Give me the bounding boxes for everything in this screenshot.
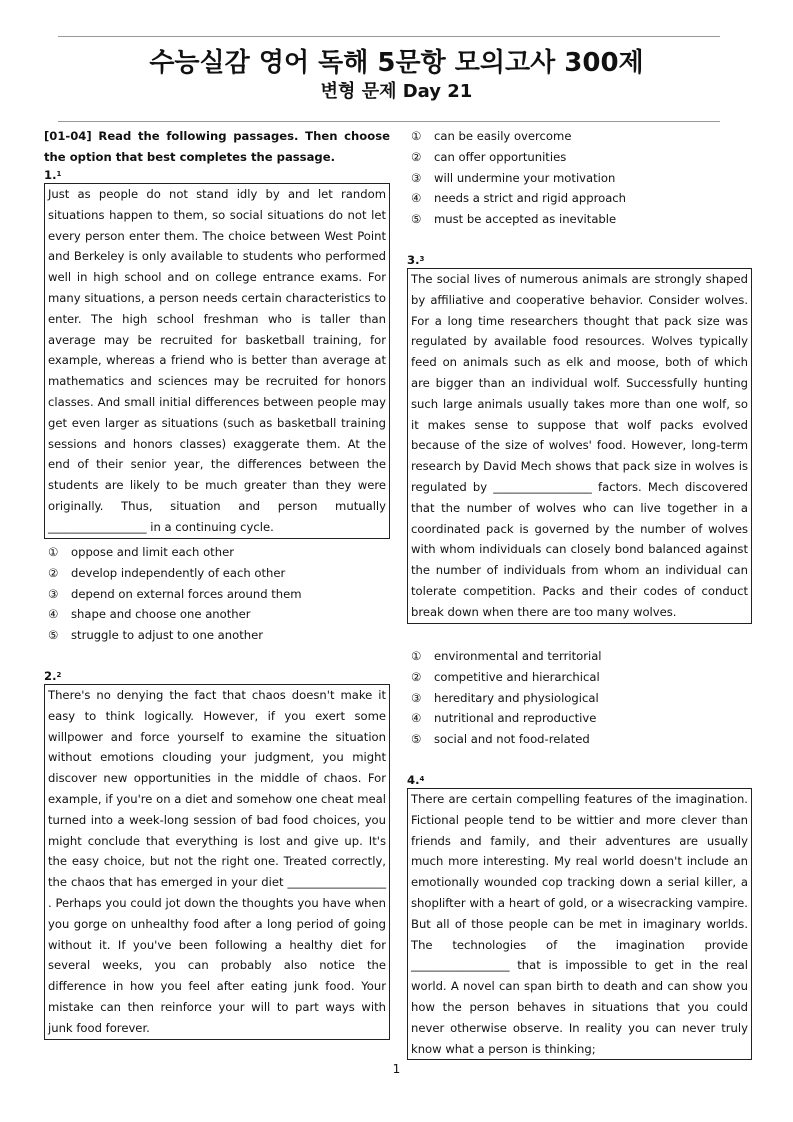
question-4-passage: There are certain compelling features of the imagination. Fictional people tend to be wittier and more clever than friends and family, and their adventures are usually much more interesting. My real world doesn't include an emotionally wounded cop tracking down a serial killer, a shoplifter with a heart of gold, or a wisecracking vampire. But all of those people can be met in imaginary worlds. The technologies of the imagination provide _________________ that is impossible to get in the real world. A novel can span birth to death and can show you how the person behaves in situations that you could never otherwise observe. In reality you can never truly know what a person is thinking; (407, 788, 752, 1060)
page-title: 수능실감 영어 독해 5문항 모의고사 300제 (149, 48, 644, 78)
question-2-options (407, 126, 752, 230)
question-3-option[interactable]: ① environmental and territorial (411, 649, 602, 663)
page-number: 1 (392, 1062, 401, 1076)
header-rule-top (58, 36, 720, 37)
question-1-option[interactable]: ① oppose and limit each other (48, 545, 234, 559)
question-2-block (44, 668, 390, 1040)
question-1-option[interactable]: ⑤ struggle to adjust to one another (48, 628, 264, 643)
question-2-option[interactable]: ⑤ must be accepted as inevitable (411, 212, 617, 227)
question-3-options (407, 646, 752, 750)
question-2-option[interactable]: ③ will undermine your motivation (411, 170, 616, 185)
question-3-option[interactable]: ⑤ social and not food-related (411, 732, 590, 747)
header-rule-bottom (58, 121, 720, 122)
page-subtitle: 변형 문제 Day 21 (320, 81, 473, 102)
left-column (44, 126, 390, 539)
question-3-block (407, 252, 752, 624)
question-1-options (44, 542, 390, 646)
question-2-option[interactable]: ④ needs a strict and rigid approach (411, 191, 627, 206)
question-2-option[interactable]: ② can offer opportunities (411, 149, 567, 164)
question-2-label: 2.$^2$ (44, 669, 62, 683)
question-2-passage: There's no denying the fact that chaos doesn't make it easy to think logically. However, if you exert some willpower and force yourself to examine the situation without emotions clouding your judgment, you might discover new opportunities in the middle of chaos. For example, if you're on a diet and somehow one cheat meal turned into a week-long session of bad food choices, you might conclude that everything is lost and give up. It's the easy choice, but not the right one. Treated correctly, the chaos that has emerged in your diet _________________ . Perhaps you could jot down the thoughts you have when you gorge on unhealthy food after a long period of going without it. If you've been following a healthy diet for several weeks, you can probably also notice the difference in how you feel after eating junk food. Your mistake can then reinforce your will to part ways with junk food forever. (44, 684, 390, 1040)
question-3-label: 3.$^3$ (407, 253, 425, 267)
question-3-option[interactable]: ④ nutritional and reproductive (411, 711, 597, 726)
instructions: [01-04] Read the following passages. Then choose the option that best completes the passage. (44, 129, 390, 164)
question-1-passage: Just as people do not stand idly by and let random situations happen to them, so social situations do not let every person enter them. The choice between West Point and Berkeley is only available to students who performed well in high school and on college entrance exams. For many situations, a person needs certain characteristics to enter. The high school freshman who is taller than average may be recruited for basketball training, for example, whereas a friend who is better than average at mathematics and sciences may be recruited for honors classes. And small initial differences between people may get even larger as situations (such as basketball training sessions and honors classes) exaggerate them. At the end of their senior year, the differences between the students are likely to be much greater than they were originally. Thus, situation and person mutually _________________ in a continuing cycle. (44, 183, 390, 539)
question-3-option[interactable]: ② competitive and hierarchical (411, 669, 600, 684)
question-1-option[interactable]: ② develop independently of each other (48, 565, 286, 580)
question-1-options-block (44, 542, 390, 646)
question-1-option[interactable]: ③ depend on external forces around them (48, 586, 302, 601)
question-1-option[interactable]: ④ shape and choose one another (48, 607, 251, 622)
question-3-passage: The social lives of numerous animals are strongly shaped by affiliative and cooperative behavior. Consider wolves. For a long time researchers thought that pack size was regulated by available food resources. Wolves typically feed on animals such as elk and moose, both of which are bigger than an individual wolf. Successfully hunting such large animals usually takes more than one wolf, so it makes sense to suppose that wolf packs evolved because of the size of wolves' food. However, long-term research by David Mech shows that pack size in wolves is regulated by _________________ factors. Mech discovered that the number of wolves who can live together in a coordinated pack is governed by the number of wolves with whom individuals can closely bond balanced against the number of individuals from whom an individual can tolerate competition. Packs and their codes of conduct break down when there are too many wolves. (407, 268, 752, 624)
question-3-options-block (407, 646, 752, 750)
question-3-option[interactable]: ③ hereditary and physiological (411, 690, 599, 705)
question-4-block (407, 772, 752, 1060)
question-1-label: 1.$^1$ (44, 168, 62, 182)
question-2-options-block (407, 126, 752, 230)
question-4-label: 4.$^4$ (407, 773, 425, 787)
question-2-option[interactable]: ① can be easily overcome (411, 129, 572, 143)
